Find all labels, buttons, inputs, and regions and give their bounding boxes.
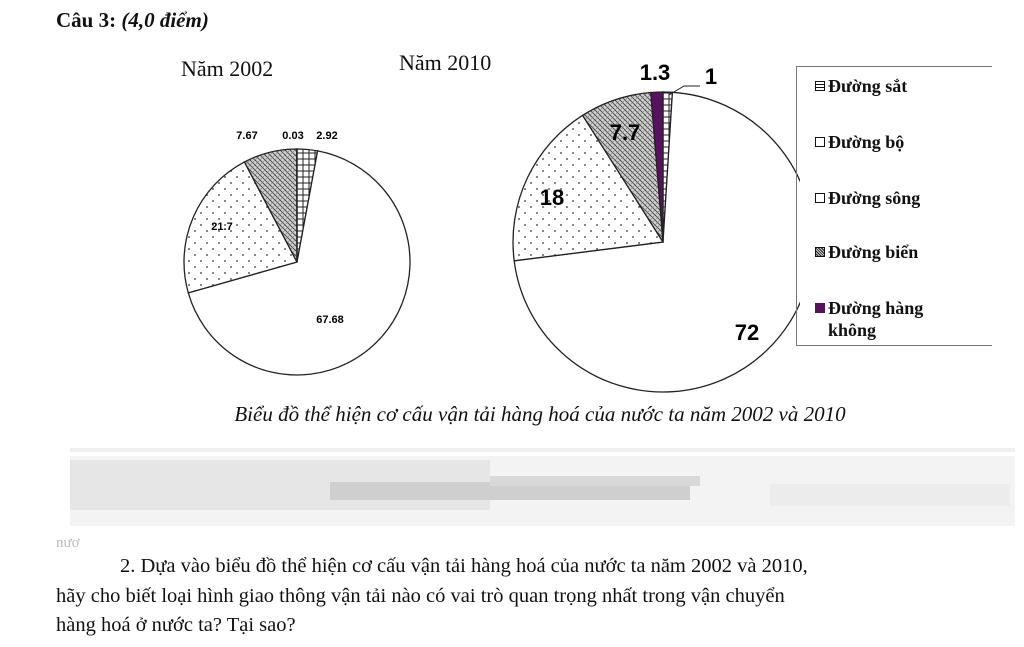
legend-item-river <box>815 187 920 209</box>
legend-item-sea <box>815 241 918 263</box>
dotted-square-icon <box>815 193 825 203</box>
question-points: (4,0 điểm) <box>121 8 209 32</box>
legend-label-air-line1: Đường hàng <box>828 298 924 318</box>
legend-item-air <box>815 297 923 341</box>
crosshatch-square-icon <box>815 247 825 257</box>
pie-2002 <box>184 149 410 375</box>
legend-label-sea: Đường biển <box>828 242 919 262</box>
label-2002-sea: 7.67 <box>236 130 258 142</box>
faint-text-fragment: nươ <box>56 535 80 551</box>
label-2010-river: 18 <box>539 185 565 210</box>
pie-charts <box>0 0 800 400</box>
legend-item-road <box>815 131 904 153</box>
question-line-1: 2. Dựa vào biểu đồ thể hiện cơ cấu vận tải hàng hoá của nước ta năm 2002 và 2010, <box>120 555 808 577</box>
label-2002-river: 21.7 <box>211 221 233 233</box>
question-label: Câu 3: <box>56 8 117 32</box>
legend-label-air-line2: không <box>828 320 877 340</box>
label-2002-rail: 2.92 <box>316 130 338 142</box>
pie-2010 <box>513 92 800 392</box>
legend-label-river: Đường sông <box>828 188 921 208</box>
question-line-2: hãy cho biết loại hình giao thông vận tải nào có vai trò quan trọng nhất trong vận chuyển <box>56 585 785 607</box>
blurred-text-band <box>70 448 1015 530</box>
label-2010-sea: 7.7 <box>609 120 641 145</box>
hatched-square-icon <box>815 81 825 91</box>
pie-2002-title: Năm 2002 <box>181 56 274 81</box>
label-2002-road: 67.68 <box>316 314 344 326</box>
empty-square-icon <box>815 137 825 147</box>
purple-square-icon <box>815 303 825 313</box>
question-line-3: hàng hoá ở nước ta? Tại sao? <box>56 614 296 636</box>
label-2002-air: 0.03 <box>282 130 304 142</box>
legend-label-rail: Đường sắt <box>828 76 908 96</box>
chart-legend <box>796 66 992 346</box>
pie-2010-title: Năm 2010 <box>399 50 492 75</box>
label-2010-rail: 1 <box>704 64 718 89</box>
legend-item-rail <box>815 75 907 97</box>
legend-label-road: Đường bộ <box>828 132 905 152</box>
chart-caption: Biểu đồ thể hiện cơ cấu vận tải hàng hoá của nước ta năm 2002 và 2010 <box>234 402 846 426</box>
label-2010-road: 72 <box>734 320 760 345</box>
label-2010-air: 1.3 <box>639 60 671 85</box>
